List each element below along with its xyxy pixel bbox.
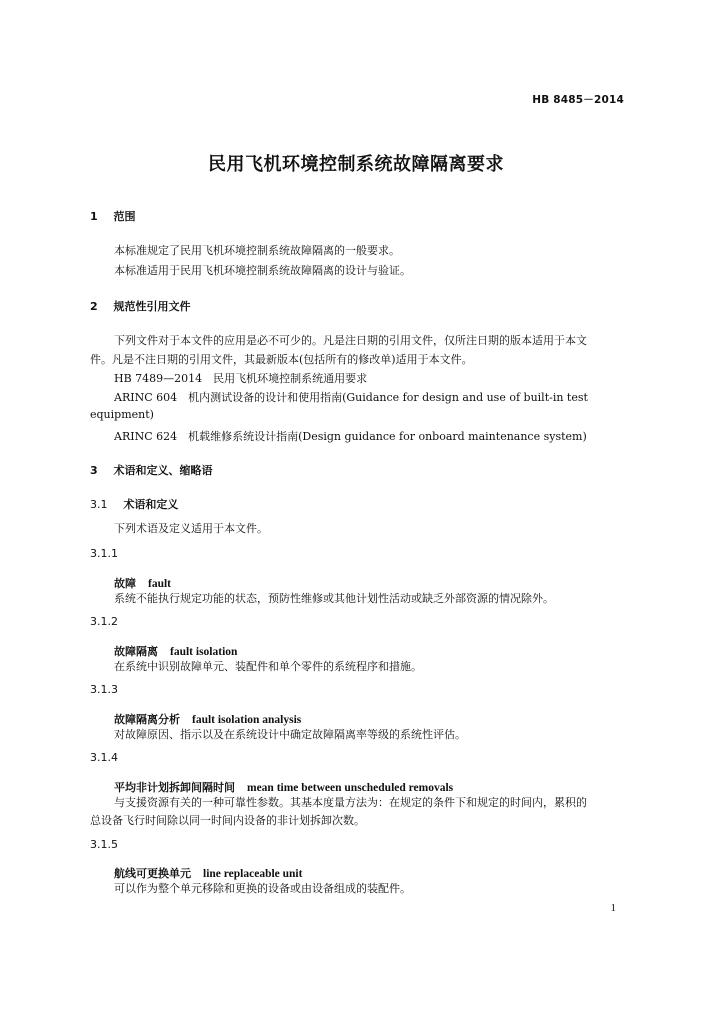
section-number: 3 (90, 464, 98, 477)
section-2-heading (90, 298, 191, 314)
reference-item: ARINC 604 机内测试设备的设计和使用指南(Guidance for design and use of built-in test (114, 391, 588, 404)
term-heading (114, 640, 237, 659)
section-title: 规范性引用文件 (113, 300, 191, 313)
paragraph: 本标准适用于民用飞机环境控制系统故障隔离的设计与验证。 (114, 264, 411, 277)
term-en: fault isolation (170, 646, 238, 658)
term-zh: 航线可更换单元 (114, 867, 191, 880)
section-title: 术语和定义、缩略语 (113, 464, 213, 477)
term-zh: 故障隔离 (114, 645, 158, 658)
term-definition: 可以作为整个单元移除和更换的设备或由设备组成的装配件。 (114, 882, 411, 895)
term-number: 3.1.1 (90, 547, 118, 560)
term-number: 3.1.5 (90, 838, 118, 851)
term-en: mean time between unscheduled removals (247, 782, 454, 794)
page-number: 1 (610, 902, 616, 914)
paragraph: 下列术语及定义适用于本文件。 (114, 522, 268, 535)
term-heading (114, 776, 453, 795)
subsection-title: 术语和定义 (123, 498, 179, 511)
term-heading (114, 572, 171, 591)
section-1-heading (90, 208, 136, 224)
term-en: fault isolation analysis (192, 714, 302, 726)
paragraph: 下列文件对于本文件的应用是必不可少的。凡是注日期的引用文件，仅所注日期的版本适用于本文 (114, 334, 587, 347)
standard-code: HB 8485－2014 (532, 94, 624, 106)
term-en: line replaceable unit (203, 868, 303, 880)
section-title: 范围 (113, 210, 136, 223)
subsection-number: 3.1 (90, 498, 108, 511)
term-number: 3.1.4 (90, 751, 118, 764)
reference-item-cont: equipment) (90, 408, 154, 421)
paragraph: 本标准规定了民用飞机环境控制系统故障隔离的一般要求。 (114, 244, 400, 257)
term-number: 3.1.2 (90, 615, 118, 628)
term-zh: 故障 (114, 577, 136, 590)
reference-item: ARINC 624 机载维修系统设计指南(Design guidance for onboard maintenance system) (114, 430, 587, 443)
term-definition: 在系统中识别故障单元、装配件和单个零件的系统程序和措施。 (114, 660, 422, 673)
subsection-3-1-heading (90, 496, 178, 512)
section-number: 2 (90, 300, 98, 313)
term-number: 3.1.3 (90, 683, 118, 696)
term-definition-cont: 总设备飞行时间除以同一时间内设备的非计划拆卸次数。 (90, 814, 365, 827)
term-definition: 与支援资源有关的一种可靠性参数。其基本度量方法为：在规定的条件下和规定的时间内，累积的 (114, 796, 587, 809)
section-number: 1 (90, 210, 98, 223)
term-zh: 故障隔离分析 (114, 713, 180, 726)
reference-item: HB 7489—2014 民用飞机环境控制系统通用要求 (114, 372, 368, 385)
paragraph: 件。凡是不注日期的引用文件，其最新版本(包括所有的修改单)适用于本文件。 (90, 353, 473, 366)
section-3-heading (90, 462, 213, 478)
term-heading (114, 708, 301, 727)
term-en: fault (148, 578, 171, 590)
term-zh: 平均非计划拆卸间隔时间 (114, 781, 235, 794)
term-heading (114, 862, 302, 881)
term-definition: 对故障原因、指示以及在系统设计中确定故障隔离率等级的系统性评估。 (114, 728, 466, 741)
term-definition: 系统不能执行规定功能的状态，预防性维修或其他计划性活动或缺乏外部资源的情况除外。 (114, 592, 554, 605)
document-title: 民用飞机环境控制系统故障隔离要求 (208, 154, 504, 175)
